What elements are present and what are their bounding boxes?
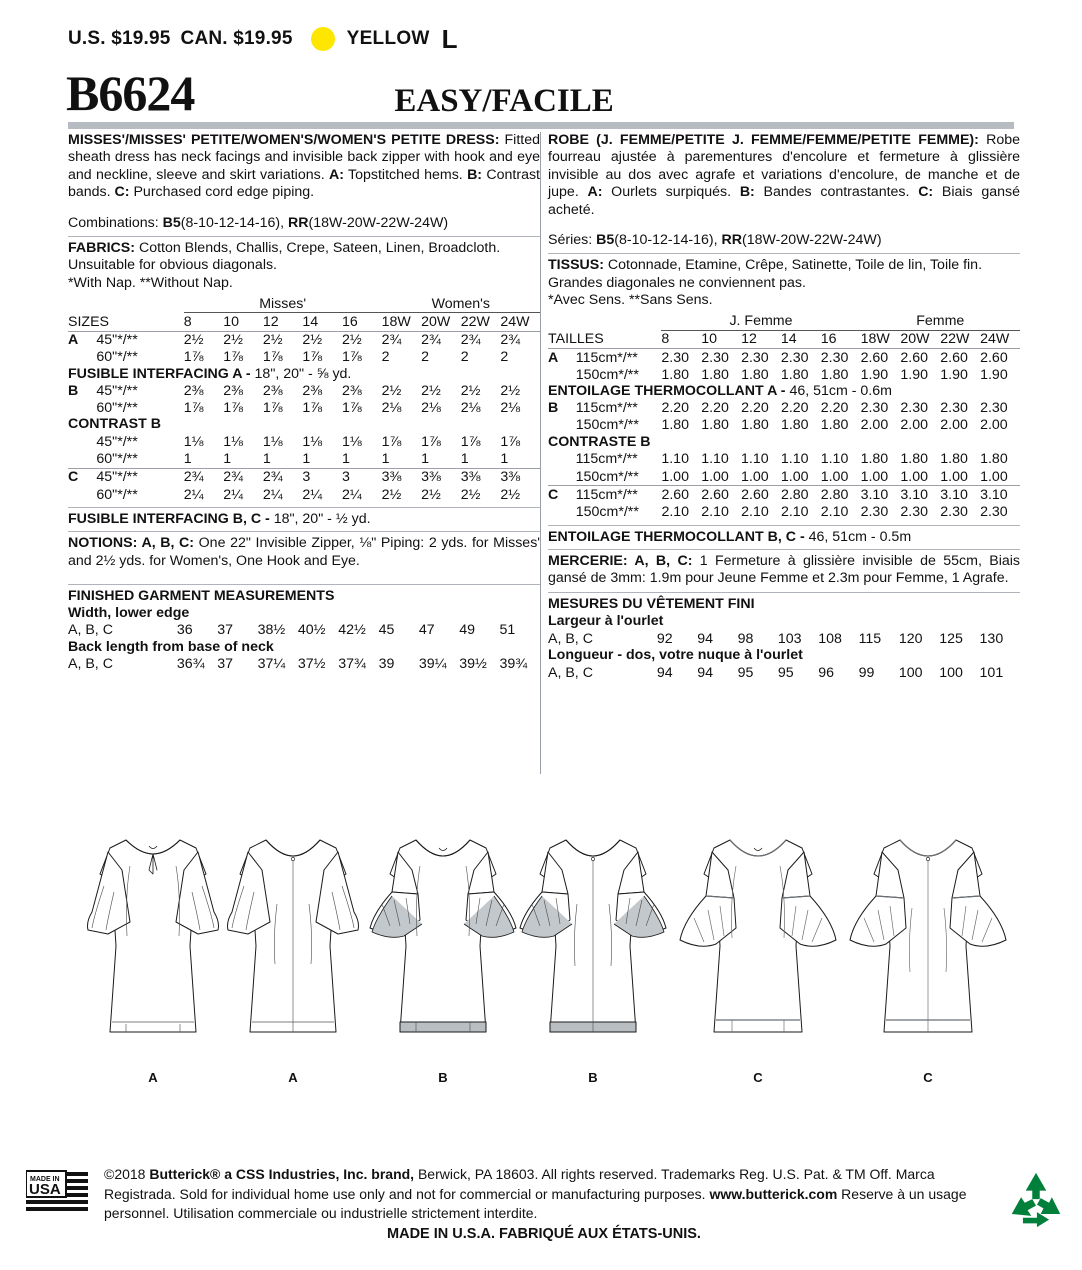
- rule: [68, 236, 540, 237]
- table-row: 150cm*/** 1.00 1.00 1.00 1.00 1.00 1.00 1.00 1.00 1.00: [548, 468, 1020, 486]
- dress-c-front-drawing: [678, 826, 838, 1066]
- group-j-femme: J. Femme: [661, 313, 860, 331]
- rule: [548, 253, 1020, 254]
- figure-a-front: [78, 826, 228, 1096]
- size-letter: L: [441, 24, 458, 54]
- english-unsuitable: Unsuitable for obvious diagonals.: [68, 257, 278, 274]
- technical-drawings: [0, 826, 1082, 1116]
- width-key: A, B, C: [68, 622, 113, 639]
- figure-label: B: [588, 1070, 598, 1085]
- row-view-b: B: [68, 382, 79, 399]
- svg-text:USA: USA: [29, 1181, 61, 1198]
- rule: [548, 525, 1020, 526]
- combination-b5-sizes: (8-10-12-14-16),: [180, 214, 289, 231]
- brand-name: Butterick® a CSS Industries, Inc. brand,: [149, 1166, 415, 1182]
- fabrics-text: Cotton Blends, Challis, Crepe, Sateen, Linen, Broadcloth.: [135, 240, 501, 257]
- combination-rr-sizes: (18W-20W-22W-24W): [308, 214, 449, 231]
- english-fusible-bc: [68, 511, 540, 527]
- french-finished-title: MESURES DU VÊTEMENT FINI: [548, 596, 755, 613]
- french-view-a-label: A:: [587, 184, 603, 201]
- size-24w: 24W: [500, 313, 540, 331]
- figure-c-back: [848, 826, 1008, 1096]
- size-8: 8: [184, 313, 224, 331]
- group-header-row: [68, 295, 540, 313]
- table-row: 60"*/** 1⅞ 1⅞ 1⅞ 1⅞ 1⅞ 2 2 2 2: [96, 349, 509, 366]
- french-heading: ROBE (J. FEMME/PETITE J. FEMME/FEMME/PETITE: [548, 132, 911, 148]
- french-dress-label: FEMME):: [918, 132, 979, 148]
- address-text: Berwick, PA 18603. All rights reserved. Trademarks Reg. U.S. Pat. & TM Off. Marca Registrada. Sold for individual home use only and not for commercial or manufacturing purposes.: [104, 1166, 935, 1202]
- dress-b-front-drawing: [368, 826, 518, 1066]
- english-backlength-table: [68, 656, 540, 673]
- content-columns: [0, 132, 1082, 782]
- english-finished-title: FINISHED GARMENT MEASUREMENTS: [68, 587, 335, 604]
- tissus-text: Cotonnade, Etamine, Crêpe, Satinette, Toile de lin, Toile fin.: [603, 257, 983, 274]
- svg-text:MADE IN: MADE IN: [30, 1176, 60, 1183]
- fusible-a-label: FUSIBLE INTERFACING A -: [68, 366, 255, 382]
- notions-label: NOTIONS: A, B, C:: [68, 535, 195, 552]
- french-back-length: Longueur - dos, votre nuque à l'ourlet: [548, 647, 803, 664]
- table-row: 150cm*/** 1.80 1.80 1.80 1.80 1.80 2.00 2.00 2.00 2.00: [575, 417, 1008, 434]
- table-row: A 115cm*/** 2.30 2.30 2.30 2.30 2.30 2.60 2.60 2.60 2.60: [548, 349, 1008, 366]
- table-row: 150cm*/** 2.10 2.10 2.10 2.10 2.10 2.30 2.30 2.30 2.30: [575, 503, 1008, 520]
- english-back-length: Back length from base of neck: [68, 638, 274, 655]
- size-12: 12: [263, 313, 303, 331]
- figure-c-front: [678, 826, 838, 1096]
- english-fabrics: [68, 240, 540, 257]
- made-in-usa-text: MADE IN U.S.A. FABRIQUÉ AUX ÉTATS-UNIS.: [387, 1225, 701, 1242]
- table-row: A, B, C 94 94 95 95 96 99 100 100 101: [548, 664, 1004, 681]
- size-18w: 18W: [382, 313, 422, 331]
- rule: [548, 592, 1020, 593]
- recycle-icon: [1008, 1171, 1064, 1229]
- english-contrast-b: CONTRAST B: [68, 416, 162, 433]
- english-description: [68, 132, 540, 202]
- mercerie-text: 1 Fermeture à glissière invisible de 55cm, Biais gansé de 3mm: 1.9m pour Jeune Femme et 2.3m pour Femme, 1 Agrafe.: [548, 552, 1020, 586]
- french-fusible-a: ENTOILAGE THERMOCOLLANT A - 46, 51cm - 0.6m: [548, 383, 892, 400]
- table-row: A 45"*/** 2½ 2½ 2½ 2½ 2½ 2¾ 2¾ 2¾ 2¾: [68, 332, 521, 349]
- rule: [68, 531, 540, 532]
- figure-b-front: [368, 826, 518, 1096]
- series-label: Séries:: [548, 232, 597, 249]
- row-view-c: C: [68, 469, 79, 486]
- table-row: 60"*/** 1⅞ 1⅞ 1⅞ 1⅞ 1⅞ 2⅛ 2⅛ 2⅛ 2⅛: [96, 399, 521, 416]
- english-dress-label: DRESS:: [445, 132, 500, 148]
- french-view-b-label: B:: [739, 184, 755, 201]
- table-row: 115cm*/** 1.10 1.10 1.10 1.10 1.10 1.80 1.80 1.80 1.80: [575, 451, 1008, 468]
- english-nap: *With Nap. **Without Nap.: [68, 274, 233, 291]
- rule: [68, 584, 540, 585]
- table-row: 60"*/** 1 1 1 1 1 1 1 1 1: [68, 451, 540, 469]
- french-view-c-label: C:: [918, 184, 934, 201]
- french-width-lower-edge: Largeur à l'ourlet: [548, 613, 664, 630]
- french-unsuitable: Grandes diagonales ne conviennent pas.: [548, 274, 806, 291]
- fusible-bc-value: 18", 20" - ½ yd.: [273, 511, 371, 528]
- figure-label: A: [288, 1070, 298, 1085]
- combination-rr: RR: [288, 214, 309, 231]
- french-yardage-table-b: [548, 399, 1020, 433]
- footer-line-block: [104, 1165, 984, 1224]
- english-desc-text: Fitted sheath dress has neck facings and invisible back zipper with hook and eye and neckline, sleeve and skirt variations.: [68, 132, 540, 183]
- french-contrast-b: CONTRASTE B: [548, 433, 651, 450]
- dress-a-back-drawing: [218, 826, 368, 1066]
- english-view-a-label: A:: [328, 166, 344, 183]
- french-column: [548, 132, 1020, 681]
- notions-text: One 22" Invisible Zipper, ⅛" Piping: 2 yds. for Misses' and 2½ yds. for Women's, One Hook and Eye.: [68, 535, 540, 569]
- table-row: B 45"*/** 2⅜ 2⅜ 2⅜ 2⅜ 2⅜ 2½ 2½ 2½ 2½: [68, 382, 521, 399]
- french-desc-text: Robe fourreau ajustée à parementures d'encolure et fermeture à glissière invisible au dos avec agrafe et variations d'encolure, de manche et de jupe.: [548, 132, 1021, 201]
- english-yardage-table: [68, 295, 540, 366]
- fusible-a-value: 18", 20" - ⅝ yd.: [254, 366, 352, 382]
- table-row: 45"*/** 1⅛ 1⅛ 1⅛ 1⅛ 1⅛ 1⅞ 1⅞ 1⅞ 1⅞: [96, 433, 521, 450]
- figure-label: C: [923, 1070, 933, 1085]
- french-notions: [548, 553, 1020, 588]
- english-view-b-text: Contrast bands.: [68, 166, 540, 201]
- english-view-c-text: Purchased cord edge piping.: [129, 184, 315, 201]
- dress-a-front-drawing: [78, 826, 228, 1066]
- size-16: 16: [342, 313, 382, 331]
- french-view-a-text: Ourlets surpiqués.: [602, 184, 740, 201]
- english-view-c-label: C:: [114, 184, 130, 201]
- french-contrast-table: [548, 451, 1020, 486]
- pattern-number: B6624: [66, 65, 195, 121]
- row-view-a: A: [68, 332, 79, 349]
- english-yardage-table-c: [68, 469, 540, 503]
- french-view-c-text: Biais gansé acheté.: [548, 184, 1021, 218]
- sizes-label: SIZES: [68, 313, 184, 331]
- size-20w: 20W: [421, 313, 461, 331]
- mercerie-label: MERCERIE: A, B, C:: [548, 552, 693, 569]
- footer-text: [104, 1165, 984, 1244]
- size-22w: 22W: [461, 313, 501, 331]
- size-10: 10: [223, 313, 263, 331]
- table-row: 150cm*/** 1.80 1.80 1.80 1.80 1.80 1.90 1.90 1.90 1.90: [575, 366, 1008, 383]
- group-femme: Femme: [861, 313, 1020, 331]
- footer: [0, 1155, 1082, 1270]
- english-view-a-text: Topstitched hems.: [343, 166, 468, 183]
- english-fusible-a: [68, 366, 540, 382]
- figure-a-back: [218, 826, 368, 1096]
- sizes-header-row: [68, 313, 540, 331]
- combinations-label: Combinations:: [68, 214, 163, 231]
- table-row: A, B, C 92 94 98 103 108 115 120 125 130: [548, 630, 1004, 647]
- english-heading: MISSES'/MISSES' PETITE/WOMEN'S/WOMEN'S PETITE: [68, 132, 441, 148]
- french-yardage-table-c: [548, 486, 1020, 520]
- figure-b-back: [518, 826, 668, 1096]
- french-yardage-table: [548, 313, 1020, 384]
- dress-b-back-drawing: [518, 826, 668, 1066]
- table-row: B 115cm*/** 2.20 2.20 2.20 2.20 2.20 2.30 2.30 2.30 2.30: [548, 400, 1008, 416]
- group-header-row: [548, 313, 1020, 331]
- table-row: C 115cm*/** 2.60 2.60 2.60 2.80 2.80 3.10 3.10 3.10 3.10: [548, 486, 1008, 503]
- price-us: U.S. $19.95: [68, 28, 171, 49]
- french-width-table: [548, 630, 1020, 647]
- back-key: A, B, C: [68, 656, 113, 673]
- color-name: YELLOW: [346, 28, 430, 49]
- group-misses: Misses': [184, 295, 382, 313]
- table-row: 60"*/** 2¼ 2¼ 2¼ 2¼ 2¼ 2½ 2½ 2½ 2½: [96, 486, 521, 503]
- english-column: [68, 132, 540, 673]
- copyright-year: ©2018: [104, 1166, 150, 1182]
- fabrics-label: FABRICS:: [68, 240, 135, 257]
- size-14: 14: [302, 313, 342, 331]
- figure-label: C: [753, 1070, 763, 1085]
- english-width-table: [68, 622, 540, 639]
- french-combinations: Séries: B5(8-10-12-14-16), RR(18W-20W-22W-24W): [548, 232, 882, 249]
- row-width: 45"*/**: [96, 332, 138, 349]
- table-row: A, B, C 36 37 38½ 40½ 42½ 45 47 49 51: [68, 622, 516, 639]
- rule: [68, 507, 540, 508]
- rule: [548, 549, 1020, 550]
- figure-label: B: [438, 1070, 448, 1085]
- english-view-b-label: B:: [467, 166, 483, 183]
- fusible-bc-label: FUSIBLE INTERFACING B, C -: [68, 511, 274, 528]
- french-notice: Reserve à un usage personnel. Utilisation commerciale ou industrielle strictement interdite.: [104, 1185, 967, 1221]
- combination-b5: B5: [162, 214, 181, 231]
- color-swatch-icon: [311, 27, 335, 51]
- english-yardage-table-b: [68, 382, 540, 416]
- made-in-usa-icon: [26, 1169, 88, 1227]
- english-contrast-table: [68, 433, 540, 468]
- french-fabrics: [548, 257, 1020, 274]
- french-nap: *Avec Sens. **Sans Sens.: [548, 292, 713, 309]
- group-womens: Women's: [382, 295, 540, 313]
- french-fusible-bc: ENTOILAGE THERMOCOLLANT B, C - 46, 51cm - 0.5m: [548, 528, 912, 545]
- price-can: CAN. $19.95: [180, 28, 293, 49]
- english-notions: [68, 535, 540, 570]
- figure-label: A: [148, 1070, 158, 1085]
- header-rule: [68, 122, 1014, 129]
- tailles-header-row: TAILLES 8 10 12 14 16 18W 20W 22W 24W: [548, 330, 1020, 348]
- tissus-label: TISSUS:: [548, 257, 604, 274]
- english-width-lower-edge: Width, lower edge: [68, 604, 190, 621]
- price-header: [68, 26, 458, 52]
- website-link[interactable]: www.butterick.com: [709, 1185, 838, 1202]
- table-row: C 45"*/** 2¾ 2¾ 2¾ 3 3 3⅜ 3⅜ 3⅜ 3⅜: [68, 469, 521, 486]
- english-combinations: [68, 215, 540, 232]
- dress-c-back-drawing: [848, 826, 1008, 1066]
- difficulty-label: EASY/FACILE: [394, 83, 614, 119]
- french-description: [548, 132, 1020, 219]
- tailles-label: TAILLES: [548, 330, 661, 348]
- title-row: [66, 65, 1016, 121]
- french-backlength-table: [548, 664, 1020, 681]
- french-view-b-text: Bandes contrastantes.: [754, 184, 919, 201]
- table-row: A, B, C 36¾ 37 37¼ 37½ 37¾ 39 39¼ 39½ 39¾: [68, 656, 528, 673]
